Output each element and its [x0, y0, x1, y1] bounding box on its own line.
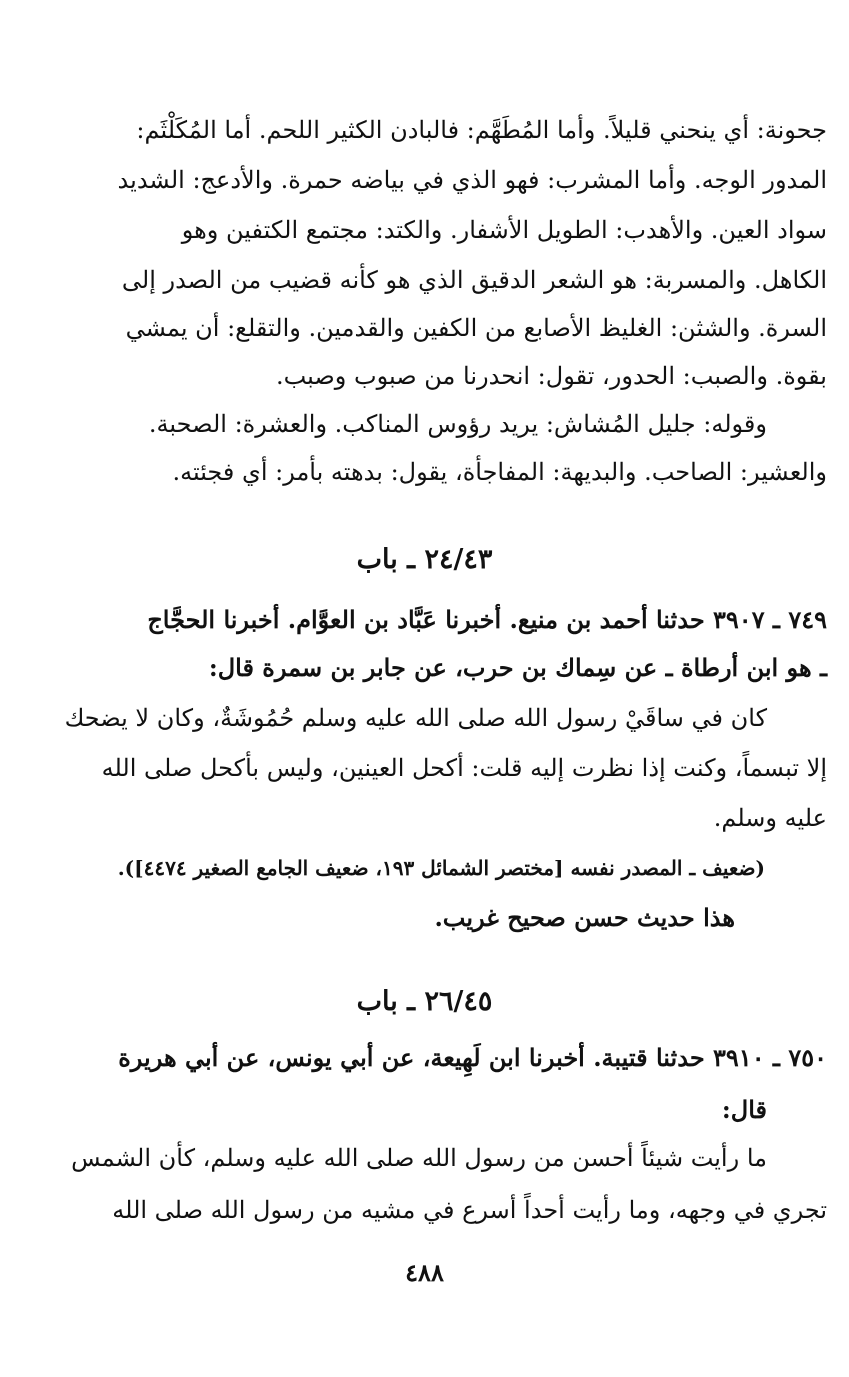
text-line: كان في ساقَيْ رسول الله صلى الله عليه وسلم حُمُوشَةٌ، وكان لا يضحك — [64, 704, 767, 732]
text-line: السرة. والشثن: الغليظ الأصابع من الكفين والقدمين. والتقلع: أن يمشي — [125, 314, 827, 342]
text-line: قال: — [721, 1095, 767, 1124]
text-line: سواد العين. والأهدب: الطويل الأشفار. والكتد: مجتمع الكتفين وهو — [181, 216, 827, 244]
page-number: ٤٨٨ — [405, 1258, 444, 1287]
text-line: الكاهل. والمسربة: هو الشعر الدقيق الذي هو كأنه قضيب من الصدر إلى — [121, 266, 827, 294]
text-line: والعشير: الصاحب. والبديهة: المفاجأة، يقول: بدهته بأمر: أي فجئته. — [172, 458, 827, 486]
chapter-heading: ٢٦/٤٥ ـ باب — [356, 986, 493, 1017]
text-line: ما رأيت شيئاً أحسن من رسول الله صلى الله عليه وسلم، كأن الشمس — [71, 1144, 767, 1172]
text-line: وقوله: جليل المُشاش: يريد رؤوس المناكب. والعشرة: الصحبة. — [148, 410, 767, 438]
text-line: ٧٥٠ ـ ٣٩١٠ حدثنا قتيبة. أخبرنا ابن لَهِيعة، عن أبي يونس، عن أبي هريرة — [118, 1043, 827, 1072]
text-line: ٧٤٩ ـ ٣٩٠٧ حدثنا أحمد بن منيع. أخبرنا عَبَّاد بن العوَّام. أخبرنا الحجَّاج — [147, 605, 827, 634]
chapter-heading: ٢٤/٤٣ ـ باب — [356, 544, 493, 575]
grading-note: (ضعيف ـ المصدر نفسه [مختصر الشمائل ١٩٣، ضعيف الجامع الصغير ٤٤٧٤]). — [117, 856, 765, 880]
hadith-verdict: هذا حديث حسن صحيح غريب. — [434, 903, 735, 932]
text-line: المدور الوجه. وأما المشرب: فهو الذي في بياضه حمرة. والأدعج: الشديد — [117, 166, 827, 194]
text-line: ـ هو ابن أرطاة ـ عن سِماك بن حرب، عن جابر بن سمرة قال: — [208, 653, 827, 682]
text-line: بقوة. والصبب: الحدور، تقول: انحدرنا من صبوب وصبب. — [275, 362, 827, 390]
text-line: جحونة: أي ينحني قليلاً. وأما المُطَهَّم: فالبادن الكثير اللحم. أما المُكَلْثَم: — [136, 116, 827, 144]
text-line: عليه وسلم. — [713, 804, 827, 832]
text-line: تجري في وجهه، وما رأيت أحداً أسرع في مشيه من رسول الله صلى الله — [112, 1196, 827, 1224]
text-line: إلا تبسماً، وكنت إذا نظرت إليه قلت: أكحل العينين، وليس بأكحل صلى الله — [101, 754, 827, 782]
